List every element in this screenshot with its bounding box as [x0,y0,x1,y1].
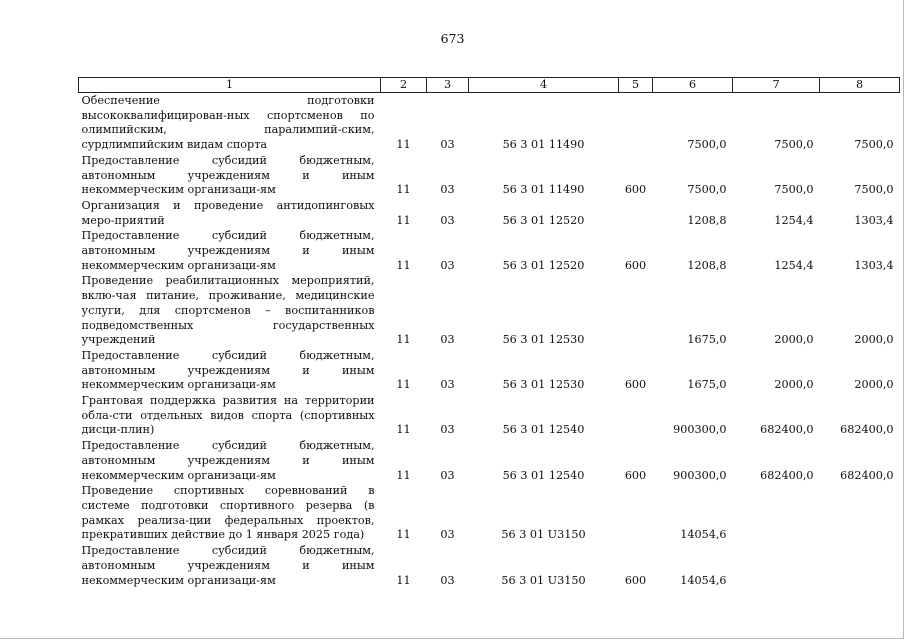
target-code: 56 3 01 12520 [502,213,585,227]
expense-type-code: 600 [624,573,647,587]
item-name: Предоставление субсидий бюджетным, автономным учреждениям и иным некоммерческим организаци-ям [81,348,375,392]
target-code: 56 3 01 12530 [502,378,585,392]
subsection-code: 03 [440,423,455,437]
section-code: 11 [396,258,411,272]
amount-col-8: 2000,0 [854,333,894,347]
table-row [79,543,900,588]
subsection-code: 03 [440,528,455,542]
target-code: 56 3 01 U3150 [501,528,586,542]
section-code: 11 [396,468,411,482]
table-header [79,78,900,93]
subsection-code: 03 [440,378,455,392]
subsection-code: 03 [440,138,455,152]
target-code: 56 3 01 12540 [502,423,585,437]
amount-col-6: 7500,0 [687,138,727,152]
amount-col-6: 900300,0 [673,423,727,437]
target-code: 56 3 01 U3150 [501,573,586,587]
amount-col-7: 682400,0 [760,423,814,437]
section-code: 11 [396,528,411,542]
amount-col-6: 900300,0 [673,468,727,482]
budget-table [78,77,900,588]
amount-col-7: 2000,0 [774,378,814,392]
item-name: Предоставление субсидий бюджетным, автономным учреждениям и иным некоммерческим организаци-ям [81,439,375,482]
table-row [79,228,900,273]
table-row [79,483,900,543]
amount-col-7: 1254,4 [774,258,814,272]
amount-col-6: 7500,0 [687,183,727,197]
table-row [79,153,900,198]
expense-type-code: 600 [624,378,647,392]
amount-col-7: 682400,0 [760,468,814,482]
amount-col-6: 1675,0 [687,333,727,347]
amount-col-7: 7500,0 [774,138,814,152]
amount-col-6: 14054,6 [680,573,727,587]
header-col-5: 5 [619,78,653,93]
amount-col-7 [733,483,820,543]
header-col-2: 2 [381,78,427,93]
table-row [79,93,900,153]
amount-col-6: 1208,8 [687,258,727,272]
expense-type-code: 600 [624,468,647,482]
item-name: Предоставление субсидий бюджетным, автономным учреждениям и иным некоммерческим организаци-ям [81,544,375,587]
target-code: 56 3 01 12520 [502,258,585,272]
section-code: 11 [396,138,411,152]
subsection-code: 03 [440,213,455,227]
item-name: Организация и проведение антидопинговых меро-приятий [81,198,375,227]
header-col-7: 7 [733,78,820,93]
amount-col-8: 1303,4 [854,213,894,227]
amount-col-6: 14054,6 [680,528,727,542]
amount-col-6: 1208,8 [687,213,727,227]
header-col-8: 8 [820,78,900,93]
item-name: Проведение спортивных соревнований в системе подготовки спортивного резерва (в рамках реализа-ции федеральных проектов, прекративших действие до 1 января 2025 года) [81,484,375,542]
page-number: 673 [440,31,465,46]
header-col-4: 4 [469,78,619,93]
table-row [79,393,900,438]
expense-type-code [619,198,653,228]
amount-col-6: 1675,0 [687,378,727,392]
item-name: Предоставление субсидий бюджетным, автономным учреждениям и иным некоммерческим организаци-ям [81,229,375,272]
table-body [79,93,900,589]
item-name: Предоставление субсидий бюджетным, автономным учреждениям и иным некоммерческим организаци-ям [81,153,375,197]
header-col-3: 3 [427,78,469,93]
table-row [79,348,900,393]
expense-type-code [619,393,653,438]
target-code: 56 3 01 11490 [502,183,585,197]
section-code: 11 [396,378,411,392]
amount-col-8: 682400,0 [840,423,894,437]
expense-type-code [619,273,653,348]
header-col-1: 1 [79,78,381,93]
amount-col-8: 7500,0 [854,183,894,197]
subsection-code: 03 [440,573,455,587]
subsection-code: 03 [440,258,455,272]
amount-col-8: 1303,4 [854,258,894,272]
target-code: 56 3 01 11490 [502,138,585,152]
section-code: 11 [396,183,411,197]
subsection-code: 03 [440,183,455,197]
expense-type-code: 600 [624,183,647,197]
header-row [79,78,900,93]
target-code: 56 3 01 12540 [502,468,585,482]
expense-type-code: 600 [624,258,647,272]
amount-col-8: 7500,0 [854,138,894,152]
section-code: 11 [396,423,411,437]
amount-col-8 [820,483,900,543]
subsection-code: 03 [440,333,455,347]
table-row [79,198,900,228]
target-code: 56 3 01 12530 [502,333,585,347]
amount-col-8: 682400,0 [840,468,894,482]
item-name: Проведение реабилитационных мероприятий, вклю-чая питание, проживание, медицинские услуги, для спортсменов – воспитанников подведомственных государственных учреждений [81,274,375,347]
item-name: Обеспечение подготовки высококвалифицирован-ных спортсменов по олимпийским, паралимпий-ским, сурдлимпийским видам спорта [81,94,375,152]
subsection-code: 03 [440,468,455,482]
section-code: 11 [396,333,411,347]
section-code: 11 [396,213,411,227]
amount-col-8 [820,543,900,588]
table-row [79,438,900,483]
table-row [79,273,900,348]
amount-col-7: 7500,0 [774,183,814,197]
expense-type-code [619,483,653,543]
expense-type-code [619,93,653,153]
amount-col-7: 2000,0 [774,333,814,347]
amount-col-7: 1254,4 [774,213,814,227]
item-name: Грантовая поддержка развития на территории обла-сти отдельных видов спорта (спортивных дисци-плин) [81,394,375,437]
amount-col-7 [733,543,820,588]
section-code: 11 [396,573,411,587]
amount-col-8: 2000,0 [854,378,894,392]
header-col-6: 6 [653,78,733,93]
